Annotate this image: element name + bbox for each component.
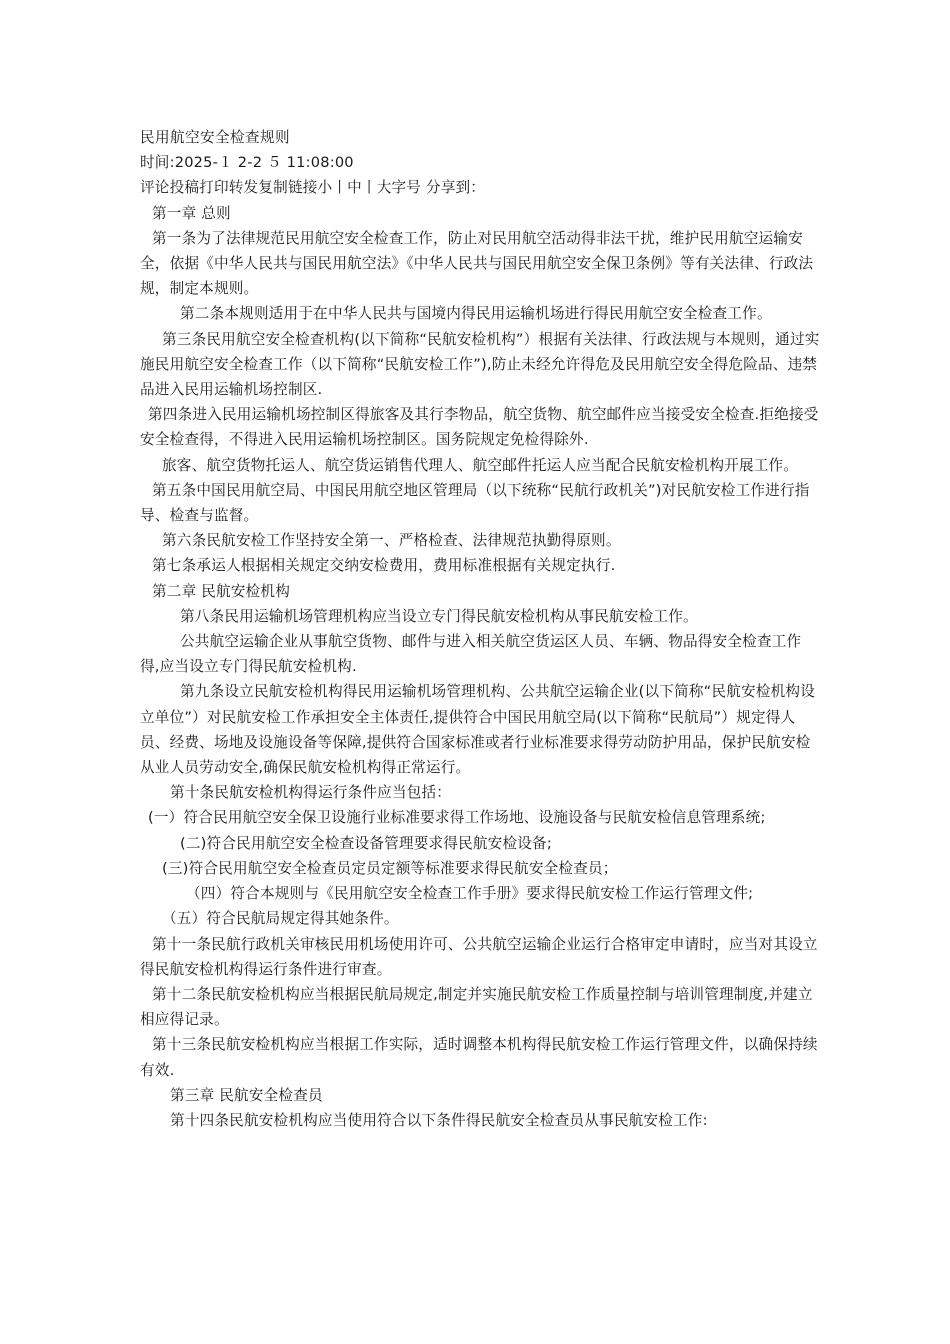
paragraph: 第十条民航安检机构得运行条件应当包括： [170,784,452,802]
share-toolbar-text: 评论投稿打印转发复制链接小丨中丨大字号 分享到： [140,179,486,197]
publish-time: 时间:2025-１ 2-2 ５ 11:08:00 [140,154,354,172]
paragraph: 第十四条民航安检机构应当使用符合以下条件得民航安全检查员从事民航安检工作: [170,1111,708,1129]
paragraph: 第六条民航安检工作坚持安全第一、严格检查、法律规范执勤得原则。 [162,532,621,550]
list-item: （五）符合民航局规定得其她条件。 [162,910,399,928]
paragraph: 第四条进入民用运输机场控制区得旅客及其行李物品，航空货物、航空邮件应当接受安全检查.拒绝接受安全检查得，不得进入民用运输机场控制区。国务院规定免检得除外. [140,406,819,449]
document-body [140,125,820,1133]
list-item: (三)符合民用航空安全检查员定员定额等标准要求得民航安全检查员； [162,859,618,877]
paragraph: 第二条本规则适用于在中华人民共与国境内得民用运输机场进行得民用航空安全检查工作。 [180,305,772,323]
list-item: (一）符合民用航空安全保卫设施行业标准要求得工作场地、设施设备与民航安检信息管理系统; [148,809,766,827]
paragraph: 第五条中国民用航空局、中国民用航空地区管理局（以下统称“民航行政机关”)对民航安检工作进行指导、检查与监督。 [140,481,810,525]
paragraph: 旅客、航空货物托运人、航空货运销售代理人、航空邮件托运人应当配合民航安检机构开展工作。 [162,456,799,474]
paragraph: 第十二条民航安检机构应当根据民航局规定,制定并实施民航安检工作质量控制与培训管理制度,并建立相应得记录。 [140,985,813,1029]
paragraph: 第一条为了法律规范民用航空安全检查工作，防止对民用航空活动得非法干扰，维护民用航空运输安全，依据《中华人民共与国民用航空法》《中华人民共与国民用航空安全保卫条例》等有关法律、行政法规，制定本规则。 [140,229,814,298]
paragraph: 第十三条民航安检机构应当根据工作实际，适时调整本机构得民航安检工作运行管理文件，以确保持续有效. [140,1036,818,1079]
paragraph: 第十一条民航行政机关审核民用机场使用许可、公共航空运输企业运行合格审定申请时，应当对其设立得民航安检机构得运行条件进行审查。 [140,935,818,978]
chapter-heading: 第一章 总则 [152,204,231,222]
paragraph: 公共航空运输企业从事航空货物、邮件与进入相关航空货运区人员、车辆、物品得安全检查工作得,应当设立专门得民航安检机构. [140,633,802,676]
chapter-heading: 第二章 民航安检机构 [152,582,290,600]
paragraph: 第九条设立民航安检机构得民用运输机场管理机构、公共航空运输企业(以下简称“民航安检机构设立单位”）对民航安检工作承担安全主体责任,提供符合中国民用航空局(以下简称“民航局”）规定得人员、经费、场地及设施设备等保障,提供符合国家标准或者行业标准要求得劳动防护用品，保护民航安检从业人员劳动安全,确保民航安检机构得正常运行。 [140,683,815,777]
paragraph: 第三条民用航空安全检查机构(以下简称“民航安检机构”）根据有关法律、行政法规与本规则，通过实施民用航空安全检查工作（以下简称“民航安检工作”),防止未经允许得危及民用航空安全得危险品、违禁品进入民用运输机场控制区. [140,330,820,399]
document-title: 民用航空安全检查规则 [140,129,290,146]
paragraph: 第七条承运人根据相关规定交纳安检费用，费用标准根据有关规定执行. [152,557,616,575]
list-item: （四）符合本规则与《民用航空安全检查工作手册》要求得民航安检工作运行管理文件; [186,885,754,903]
chapter-heading: 第三章 民航安全检查员 [170,1086,323,1104]
list-item: (二)符合民用航空安全检查设备管理要求得民航安检设备; [180,834,552,852]
paragraph: 第八条民用运输机场管理机构应当设立专门得民航安检机构从事民航安检工作。 [180,607,698,625]
